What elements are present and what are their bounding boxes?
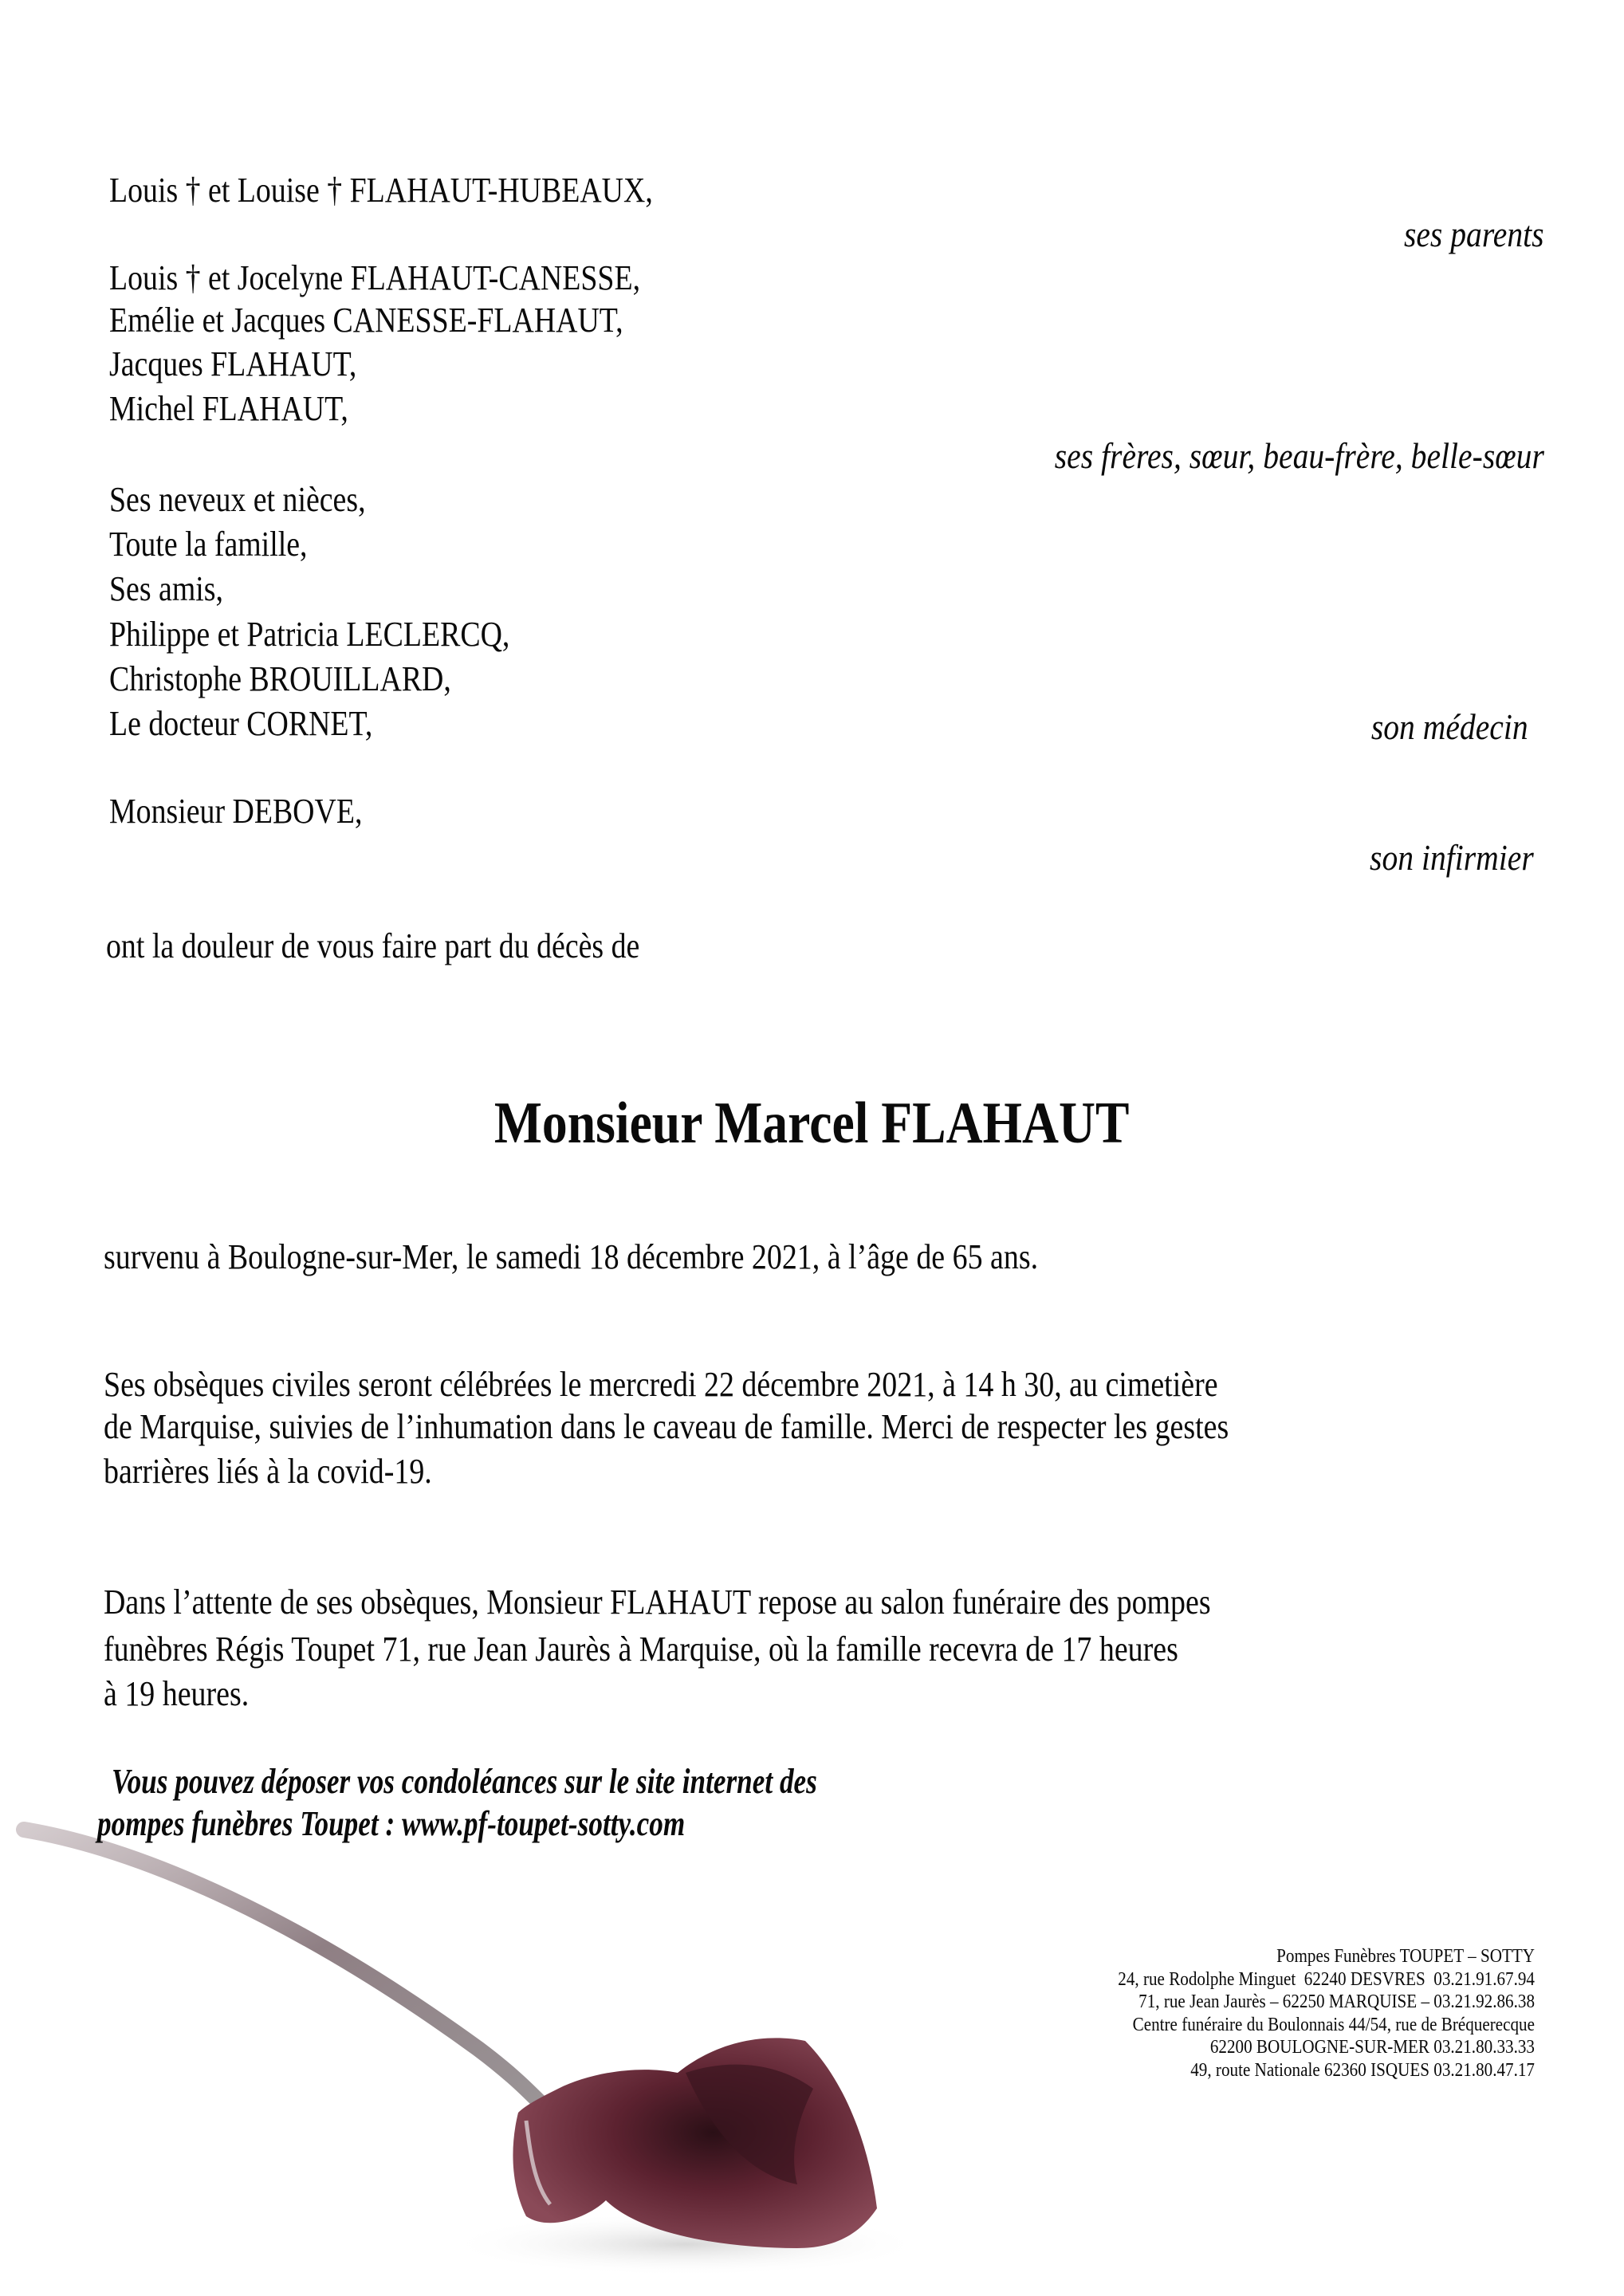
condolences-line: Vous pouvez déposer vos condoléances sur le site internet des	[112, 1762, 817, 1801]
relation-label-doctor: son médecin	[1371, 707, 1528, 747]
intro-text: ont la douleur de vous faire part du décès de	[106, 926, 640, 965]
flower-petal	[513, 2038, 877, 2248]
flower-stem	[24, 1830, 542, 2105]
funeral-paragraph-line: Ses obsèques civiles seront célébrées le mercredi 22 décembre 2021, à 14 h 30, au cimetière	[104, 1365, 1218, 1404]
funeral-paragraph-line: barrières liés à la covid-19.	[104, 1452, 432, 1491]
address-desvres: 24, rue Rodolphe Minguet 62240 DESVRES 03.21.91.67.94	[1118, 1968, 1535, 1990]
family-line: Emélie et Jacques CANESSE-FLAHAUT,	[109, 301, 623, 340]
family-line-parents: Louis † et Louise † FLAHAUT-HUBEAUX,	[109, 171, 653, 210]
address-boulogne: 62200 BOULOGNE-SUR-MER 03.21.80.33.33	[1209, 2037, 1535, 2058]
condolences-line-website[interactable]: pompes funèbres Toupet : www.pf-toupet-sotty.com	[97, 1804, 686, 1843]
family-line: Philippe et Patricia LECLERCQ,	[109, 615, 510, 654]
funeral-home-name: Pompes Funèbres TOUPET – SOTTY	[1276, 1946, 1535, 1967]
family-line: Louis † et Jocelyne FLAHAUT-CANESSE,	[109, 258, 641, 297]
funeral-paragraph-line: de Marquise, suivies de l’inhumation dans le caveau de famille. Merci de respecter les gestes	[104, 1407, 1229, 1446]
address-isques: 49, route Nationale 62360 ISQUES 03.21.80.47.17	[1190, 2059, 1535, 2081]
relation-label-siblings: ses frères, sœur, beau-frère, belle-sœur	[1054, 436, 1544, 476]
family-line: Ses neveux et nièces,	[109, 480, 366, 519]
funeral-home-address-block	[1118, 1945, 1535, 2082]
calla-lily-flower-icon	[0, 1802, 957, 2296]
viewing-paragraph-line: Dans l’attente de ses obsèques, Monsieur FLAHAUT repose au salon funéraire des pompes	[104, 1582, 1211, 1622]
relation-label-nurse: son infirmier	[1370, 838, 1534, 878]
address-boulonnais: Centre funéraire du Boulonnais 44/54, rue de Bréquerecque	[1132, 2014, 1535, 2035]
death-notice: survenu à Boulogne-sur-Mer, le samedi 18 décembre 2021, à l’âge de 65 ans.	[104, 1237, 1039, 1276]
family-line: Jacques FLAHAUT,	[109, 344, 357, 383]
family-line: Toute la famille,	[109, 525, 308, 564]
deceased-name: Monsieur Marcel FLAHAUT	[494, 1091, 1130, 1156]
family-line: Le docteur CORNET,	[109, 704, 373, 743]
relation-label-parents: ses parents	[1404, 214, 1544, 254]
viewing-paragraph-line: funèbres Régis Toupet 71, rue Jean Jaurès à Marquise, où la famille recevra de 17 heures	[104, 1630, 1178, 1669]
family-line: Christophe BROUILLARD,	[109, 659, 451, 698]
family-line: Michel FLAHAUT,	[109, 389, 348, 428]
deceased-name-title	[0, 1091, 1624, 1156]
family-line: Ses amis,	[109, 569, 223, 608]
viewing-paragraph-line: à 19 heures.	[104, 1674, 250, 1713]
family-line: Monsieur DEBOVE,	[109, 792, 363, 831]
address-marquise: 71, rue Jean Jaurès – 62250 MARQUISE – 03.21.92.86.38	[1138, 1991, 1535, 2012]
